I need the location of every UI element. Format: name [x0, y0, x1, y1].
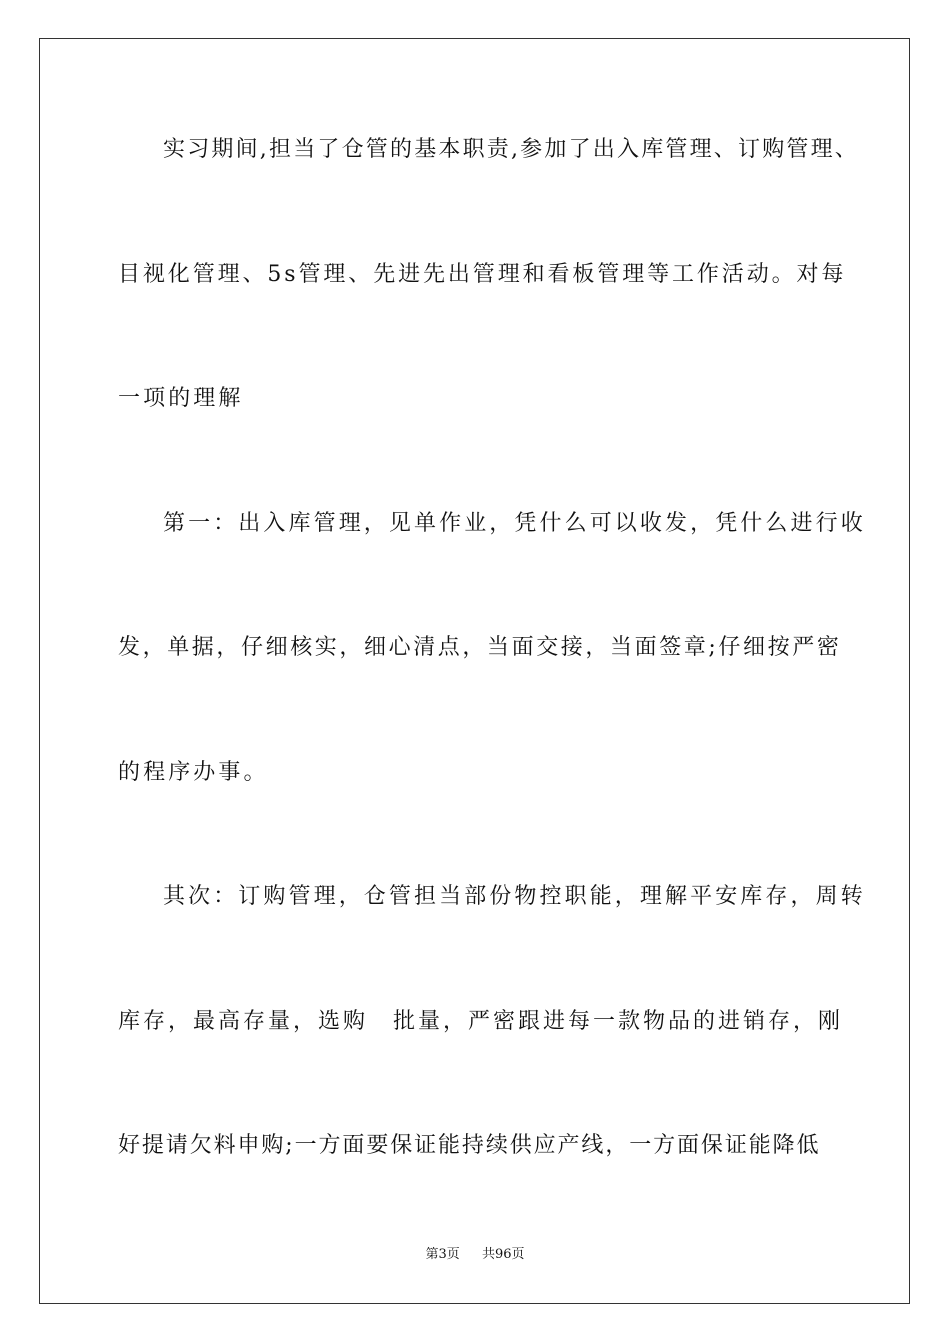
page-footer [0, 1246, 950, 1264]
paragraph-line: 的程序办事。 [118, 760, 269, 785]
paragraph-line: 其次：订购管理，仓管担当部份物控职能，理解平安库存，周转 [163, 884, 866, 909]
page-number: 第3页 [425, 1247, 460, 1262]
paragraph-line: 发，单据，仔细核实，细心清点，当面交接，当面签章;仔细按严密 [118, 635, 842, 660]
paragraph-line: 实习期间,担当了仓管的基本职责,参加了出入库管理、订购管理、 [163, 137, 859, 162]
paragraph-line: 第一：出入库管理，见单作业，凭什么可以收发，凭什么进行收 [163, 511, 866, 536]
page-total: 共96页 [482, 1247, 525, 1262]
page-border [39, 38, 910, 1304]
paragraph-line: 目视化管理、5s管理、先进先出管理和看板管理等工作活动。对每 [118, 262, 847, 287]
paragraph-line: 一项的理解 [118, 386, 244, 411]
paragraph-line: 好提请欠料申购;一方面要保证能持续供应产线，一方面保证能降低 [118, 1133, 821, 1158]
paragraph-line: 库存，最高存量，选购 批量，严密跟进每一款物品的进销存，刚 [118, 1009, 844, 1034]
